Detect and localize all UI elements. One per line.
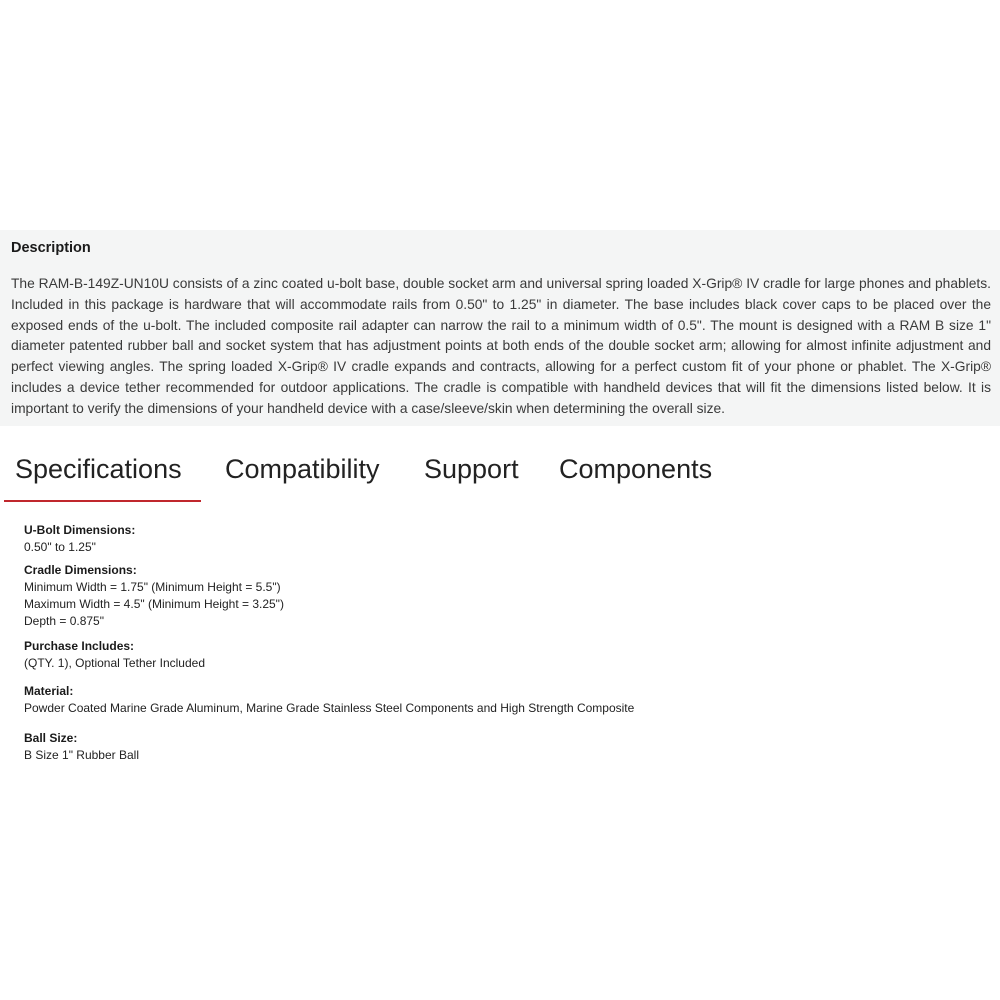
spec-cradle-dimensions <box>24 562 984 630</box>
spec-value: Depth = 0.875" <box>24 614 104 628</box>
product-tabs <box>0 448 1000 503</box>
description-panel <box>0 230 1000 426</box>
spec-value: 0.50" to 1.25" <box>24 540 96 554</box>
spec-ubolt-dimensions <box>24 522 984 556</box>
description-heading: Description <box>11 240 91 256</box>
spec-value: B Size 1" Rubber Ball <box>24 748 139 762</box>
description-text: The RAM-B-149Z-UN10U consists of a zinc coated u-bolt base, double socket arm and universal spring loaded X-Grip® IV cradle for large phones and phablets. Included in this package is hardware that will accommodate rails from 0.50" to 1.25" in diameter. The base includes black cover caps to be placed over the exposed ends of the u-bolt. The included composite rail adapter can narrow the rail to a minimum width of 0.5". The mount is designed with a RAM B size 1" diameter patented rubber ball and socket system that has adjustment points at both ends of the double socket arm; allowing for almost infinite adjustment and perfect viewing angles. The spring loaded X-Grip® IV cradle expands and contracts, allowing for a perfect custom fit of your phone or phablet. The X-Grip® includes a device tether recommended for outdoor applications. The cradle is compatible with handheld devices that will fit the dimensions listed below. It is important to verify the dimensions of your handheld device with a case/sleeve/skin when determining the overall size. <box>11 276 991 416</box>
spec-value: Maximum Width = 4.5" (Minimum Height = 3.25") <box>24 597 284 611</box>
tab-specifications[interactable]: Specifications <box>15 454 182 484</box>
spec-label: Material: <box>24 684 74 698</box>
spec-ball-size <box>24 730 984 764</box>
tab-support[interactable]: Support <box>424 454 519 484</box>
spec-label: Purchase Includes: <box>24 639 135 653</box>
active-tab-indicator <box>4 500 201 502</box>
spec-value: (QTY. 1), Optional Tether Included <box>24 656 205 670</box>
spec-purchase-includes <box>24 638 984 672</box>
spec-label: Ball Size: <box>24 731 78 745</box>
tab-compatibility[interactable]: Compatibility <box>225 454 380 484</box>
spec-label: U-Bolt Dimensions: <box>24 523 136 537</box>
spec-label: Cradle Dimensions: <box>24 563 137 577</box>
spec-material <box>24 683 984 717</box>
spec-value: Minimum Width = 1.75" (Minimum Height = 5.5") <box>24 580 281 594</box>
tab-components[interactable]: Components <box>559 454 713 484</box>
spec-value: Powder Coated Marine Grade Aluminum, Marine Grade Stainless Steel Components and High Strength Composite <box>24 701 635 715</box>
